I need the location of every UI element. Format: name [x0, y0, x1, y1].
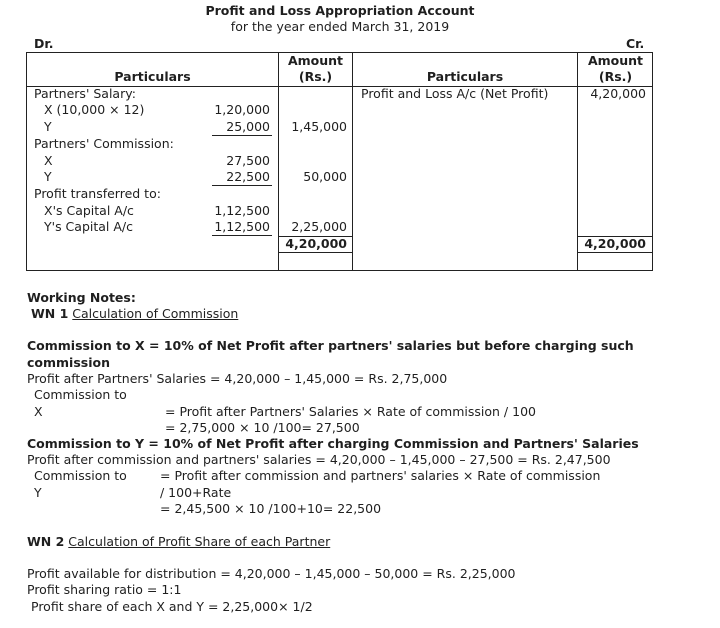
commission-x-label: X: [44, 153, 53, 168]
right-amount-header: Amount: [587, 53, 644, 68]
profit-transfer-heading: Profit transferred to:: [34, 186, 161, 201]
profit-total: 2,25,000: [291, 219, 347, 234]
wn2-title: Calculation of Profit Share of each Partner: [68, 534, 331, 549]
profit-y-label: Y's Capital A/c: [44, 219, 133, 234]
commission-y-calc: = 2,45,500 × 10 /100+10= 22,500: [160, 501, 382, 516]
profit-ratio-line: Profit sharing ratio = 1:1: [27, 582, 182, 597]
wn1-title: Calculation of Commission: [72, 306, 239, 321]
commission-y-formula-2: / 100+Rate: [160, 485, 232, 500]
commission-x-formula: = Profit after Partners' Salaries × Rate of commission / 100: [165, 404, 536, 419]
left-amount-unit: (Rs.): [298, 69, 333, 84]
profit-x-label: X's Capital A/c: [44, 203, 134, 218]
commission-heading: Partners' Commission:: [34, 136, 174, 151]
commission-x-heading-1: Commission to X = 10% of Net Profit after partners' salaries but before charging such: [27, 338, 634, 353]
salary-y-amount: 25,000: [226, 119, 270, 134]
commission-x-amount: 27,500: [226, 153, 270, 168]
commission-x-step1: Profit after Partners' Salaries = 4,20,000 – 1,45,000 = Rs. 2,75,000: [27, 371, 448, 386]
right-amount-unit: (Rs.): [598, 69, 633, 84]
right-particulars-header: Particulars: [426, 69, 504, 84]
profit-share-line: Profit share of each X and Y = 2,25,000× 1/2: [31, 599, 313, 614]
right-grand-total: 4,20,000: [584, 236, 646, 251]
commission-x-calc: = 2,75,000 × 10 /100= 27,500: [165, 420, 360, 435]
left-particulars-header: Particulars: [114, 69, 191, 84]
wn2-label: WN 2: [27, 534, 65, 549]
net-profit-label: Profit and Loss A/c (Net Profit): [361, 86, 549, 101]
commission-y-heading: Commission to Y = 10% of Net Profit after charging Commission and Partners' Salaries: [27, 436, 639, 451]
dr-label: Dr.: [34, 36, 54, 51]
salary-heading: Partners' Salary:: [34, 86, 136, 101]
wn1-heading: [31, 306, 238, 322]
net-profit-amount: 4,20,000: [590, 86, 646, 101]
commission-y-amount: 22,500: [226, 169, 270, 184]
commission-y-to: Commission to: [34, 468, 127, 483]
commission-y-step1: Profit after commission and partners' salaries = 4,20,000 – 1,45,000 – 27,500 = Rs. 2,47,500: [27, 452, 611, 467]
wn2-heading: [27, 534, 330, 550]
commission-x-to: Commission to: [34, 387, 127, 402]
left-amount-header: Amount: [287, 53, 344, 68]
profit-available-line: Profit available for distribution = 4,20,000 – 1,45,000 – 50,000 = Rs. 2,25,000: [27, 566, 516, 581]
profit-x-amount: 1,12,500: [214, 203, 270, 218]
wn1-label: WN 1: [31, 306, 69, 321]
working-notes-heading: Working Notes:: [27, 290, 136, 305]
left-grand-total: 4,20,000: [285, 236, 347, 251]
commission-x-heading-2: commission: [27, 355, 110, 370]
salary-total: 1,45,000: [291, 119, 347, 134]
salary-x-amount: 1,20,000: [214, 102, 270, 117]
commission-total: 50,000: [303, 169, 347, 184]
salary-x-label: X (10,000 × 12): [44, 102, 145, 117]
commission-y-label: Y: [44, 169, 52, 184]
cr-label: Cr.: [626, 36, 645, 51]
salary-y-label: Y: [44, 119, 52, 134]
commission-y-formula-1: = Profit after commission and partners' salaries × Rate of commission: [160, 468, 601, 483]
account-subtitle: for the year ended March 31, 2019: [230, 19, 450, 34]
account-title: Profit and Loss Appropriation Account: [205, 3, 475, 18]
profit-y-amount: 1,12,500: [214, 219, 270, 234]
commission-y-partner: Y: [34, 485, 42, 500]
commission-x-partner: X: [34, 404, 43, 419]
